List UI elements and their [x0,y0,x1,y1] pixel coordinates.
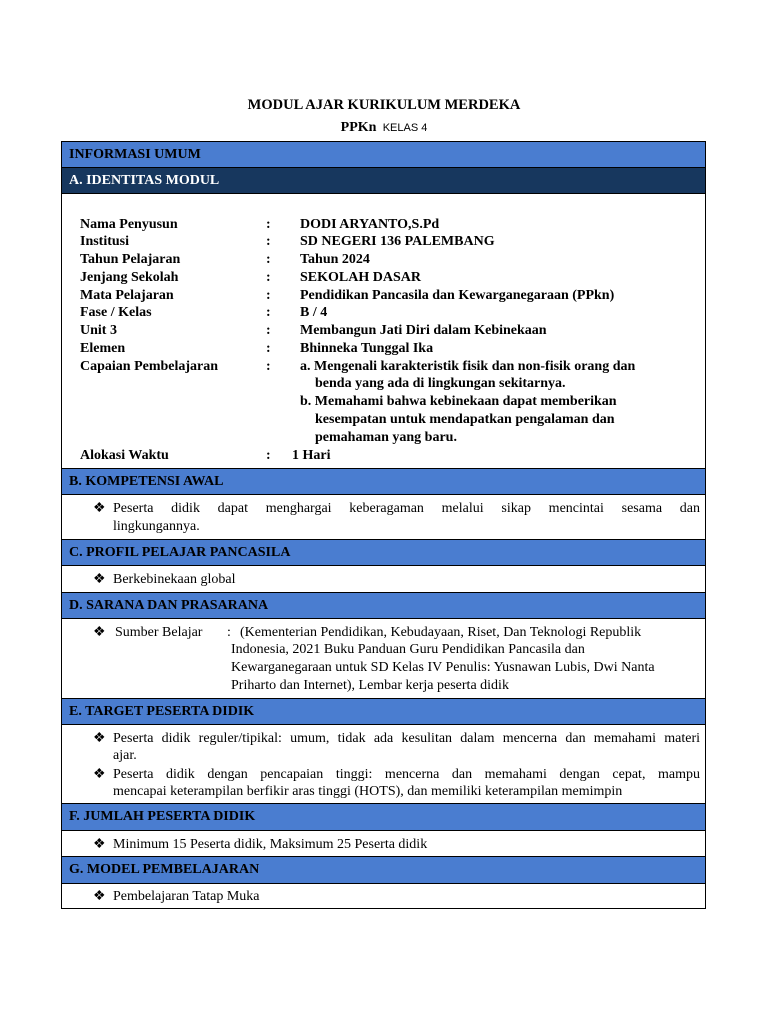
colon: : [266,341,271,356]
value-tahun-pelajaran: Tahun 2024 [300,252,370,267]
value-unit: Membangun Jati Diri dalam Kebinekaan [300,323,547,338]
bullet-icon: ❖ [93,501,106,516]
kompetensi-line1: Peserta didik dapat menghargai keberagaman melalui sikap mencintai sesama dan [113,501,700,516]
value-jenjang-sekolah: SEKOLAH DASAR [300,270,421,285]
document-subtitle [0,119,768,136]
colon: : [266,252,271,267]
value-elemen: Bhinneka Tunggal Ika [300,341,434,356]
label-mata-pelajaran: Mata Pelajaran [80,288,174,303]
colon: : [266,288,271,303]
bullet-icon: ❖ [93,625,106,640]
label-tahun-pelajaran: Tahun Pelajaran [80,252,181,267]
header-model-pembelajaran: G. MODEL PEMBELAJARAN [61,856,706,884]
header-profil-pelajar-pancasila: C. PROFIL PELAJAR PANCASILA [61,539,706,566]
colon: : [266,323,271,338]
value-nama-penyusun: DODI ARYANTO,S.Pd [300,217,440,232]
label-capaian-pembelajaran: Capaian Pembelajaran [80,359,219,374]
header-sarana-prasarana: D. SARANA DAN PRASARANA [61,592,706,619]
document-title: MODUL AJAR KURIKULUM MERDEKA [247,97,521,113]
header-target-peserta-didik: E. TARGET PESERTA DIDIK [61,698,706,725]
bullet-icon: ❖ [93,889,106,904]
header-jumlah-peserta-didik: F. JUMLAH PESERTA DIDIK [61,803,706,831]
bullet-icon: ❖ [93,837,106,852]
colon: : [266,305,271,320]
target-item2-line1: Peserta didik dengan pencapaian tinggi: mencerna dan memahami dengan cepat, mampu [113,767,700,782]
value-fase-kelas: B / 4 [300,305,328,320]
label-nama-penyusun: Nama Penyusun [80,217,178,232]
target-item1-line1: Peserta didik reguler/tipikal: umum, tidak ada kesulitan dalam mencerna dan memahami materi [113,731,700,746]
sarana-line4: Priharto dan Internet), Lembar kerja peserta didik [231,678,509,693]
label-unit: Unit 3 [80,323,117,338]
value-institusi: SD NEGERI 136 PALEMBANG [300,234,495,249]
sarana-line1: (Kementerian Pendidikan, Kebudayaan, Riset, Dan Teknologi Republik [240,625,642,640]
value-alokasi-waktu: 1 Hari [292,448,331,463]
label-jenjang-sekolah: Jenjang Sekolah [80,270,179,285]
header-kompetensi-awal: B. KOMPETENSI AWAL [61,468,706,495]
model-item1: Pembelajaran Tatap Muka [113,889,260,904]
colon: : [266,448,271,463]
label-institusi: Institusi [80,234,130,249]
target-item1-line2: ajar. [113,748,137,763]
value-mata-pelajaran: Pendidikan Pancasila dan Kewarganegaraan (PPkn) [300,288,615,303]
colon: : [266,234,271,249]
profil-item1: Berkebinekaan global [113,572,236,587]
value-capaian-b-line3: pemahaman yang baru. [315,430,457,445]
label-alokasi-waktu: Alokasi Waktu [80,448,169,463]
target-item2-line2: mencapai keterampilan berfikir aras tinggi (HOTS), dan memiliki keterampilan memimpin [113,784,623,799]
jumlah-item1: Minimum 15 Peserta didik, Maksimum 25 Peserta didik [113,837,428,852]
sarana-line2: Indonesia, 2021 Buku Panduan Guru Pendidikan Pancasila dan [231,642,585,657]
sarana-colon: : [227,625,231,640]
value-capaian-b-line2: kesempatan untuk mendapatkan pengalaman dan [315,412,615,427]
subject-label: PPKn [340,120,377,135]
bullet-icon: ❖ [93,731,106,746]
label-elemen: Elemen [80,341,126,356]
value-capaian-a-line2: benda yang ada di lingkungan sekitarnya. [315,376,566,391]
sarana-line3: Kewarganegaraan untuk SD Kelas IV Penulis: Yusnawan Lubis, Dwi Nanta [231,660,655,675]
colon: : [266,217,271,232]
bullet-icon: ❖ [93,767,106,782]
colon: : [266,270,271,285]
sarana-label: Sumber Belajar [115,625,203,640]
header-identitas-modul: A. IDENTITAS MODUL [61,167,706,194]
header-informasi-umum: INFORMASI UMUM [61,141,706,168]
bullet-icon: ❖ [93,572,106,587]
grade-label: KELAS 4 [382,122,428,134]
value-capaian-b-line1: b. Memahami bahwa kebinekaan dapat memberikan [300,394,617,409]
kompetensi-line2: lingkungannya. [113,519,200,534]
value-capaian-a-line1: a. Mengenali karakteristik fisik dan non-fisik orang dan [300,359,636,374]
colon: : [266,359,271,374]
label-fase-kelas: Fase / Kelas [80,305,152,320]
